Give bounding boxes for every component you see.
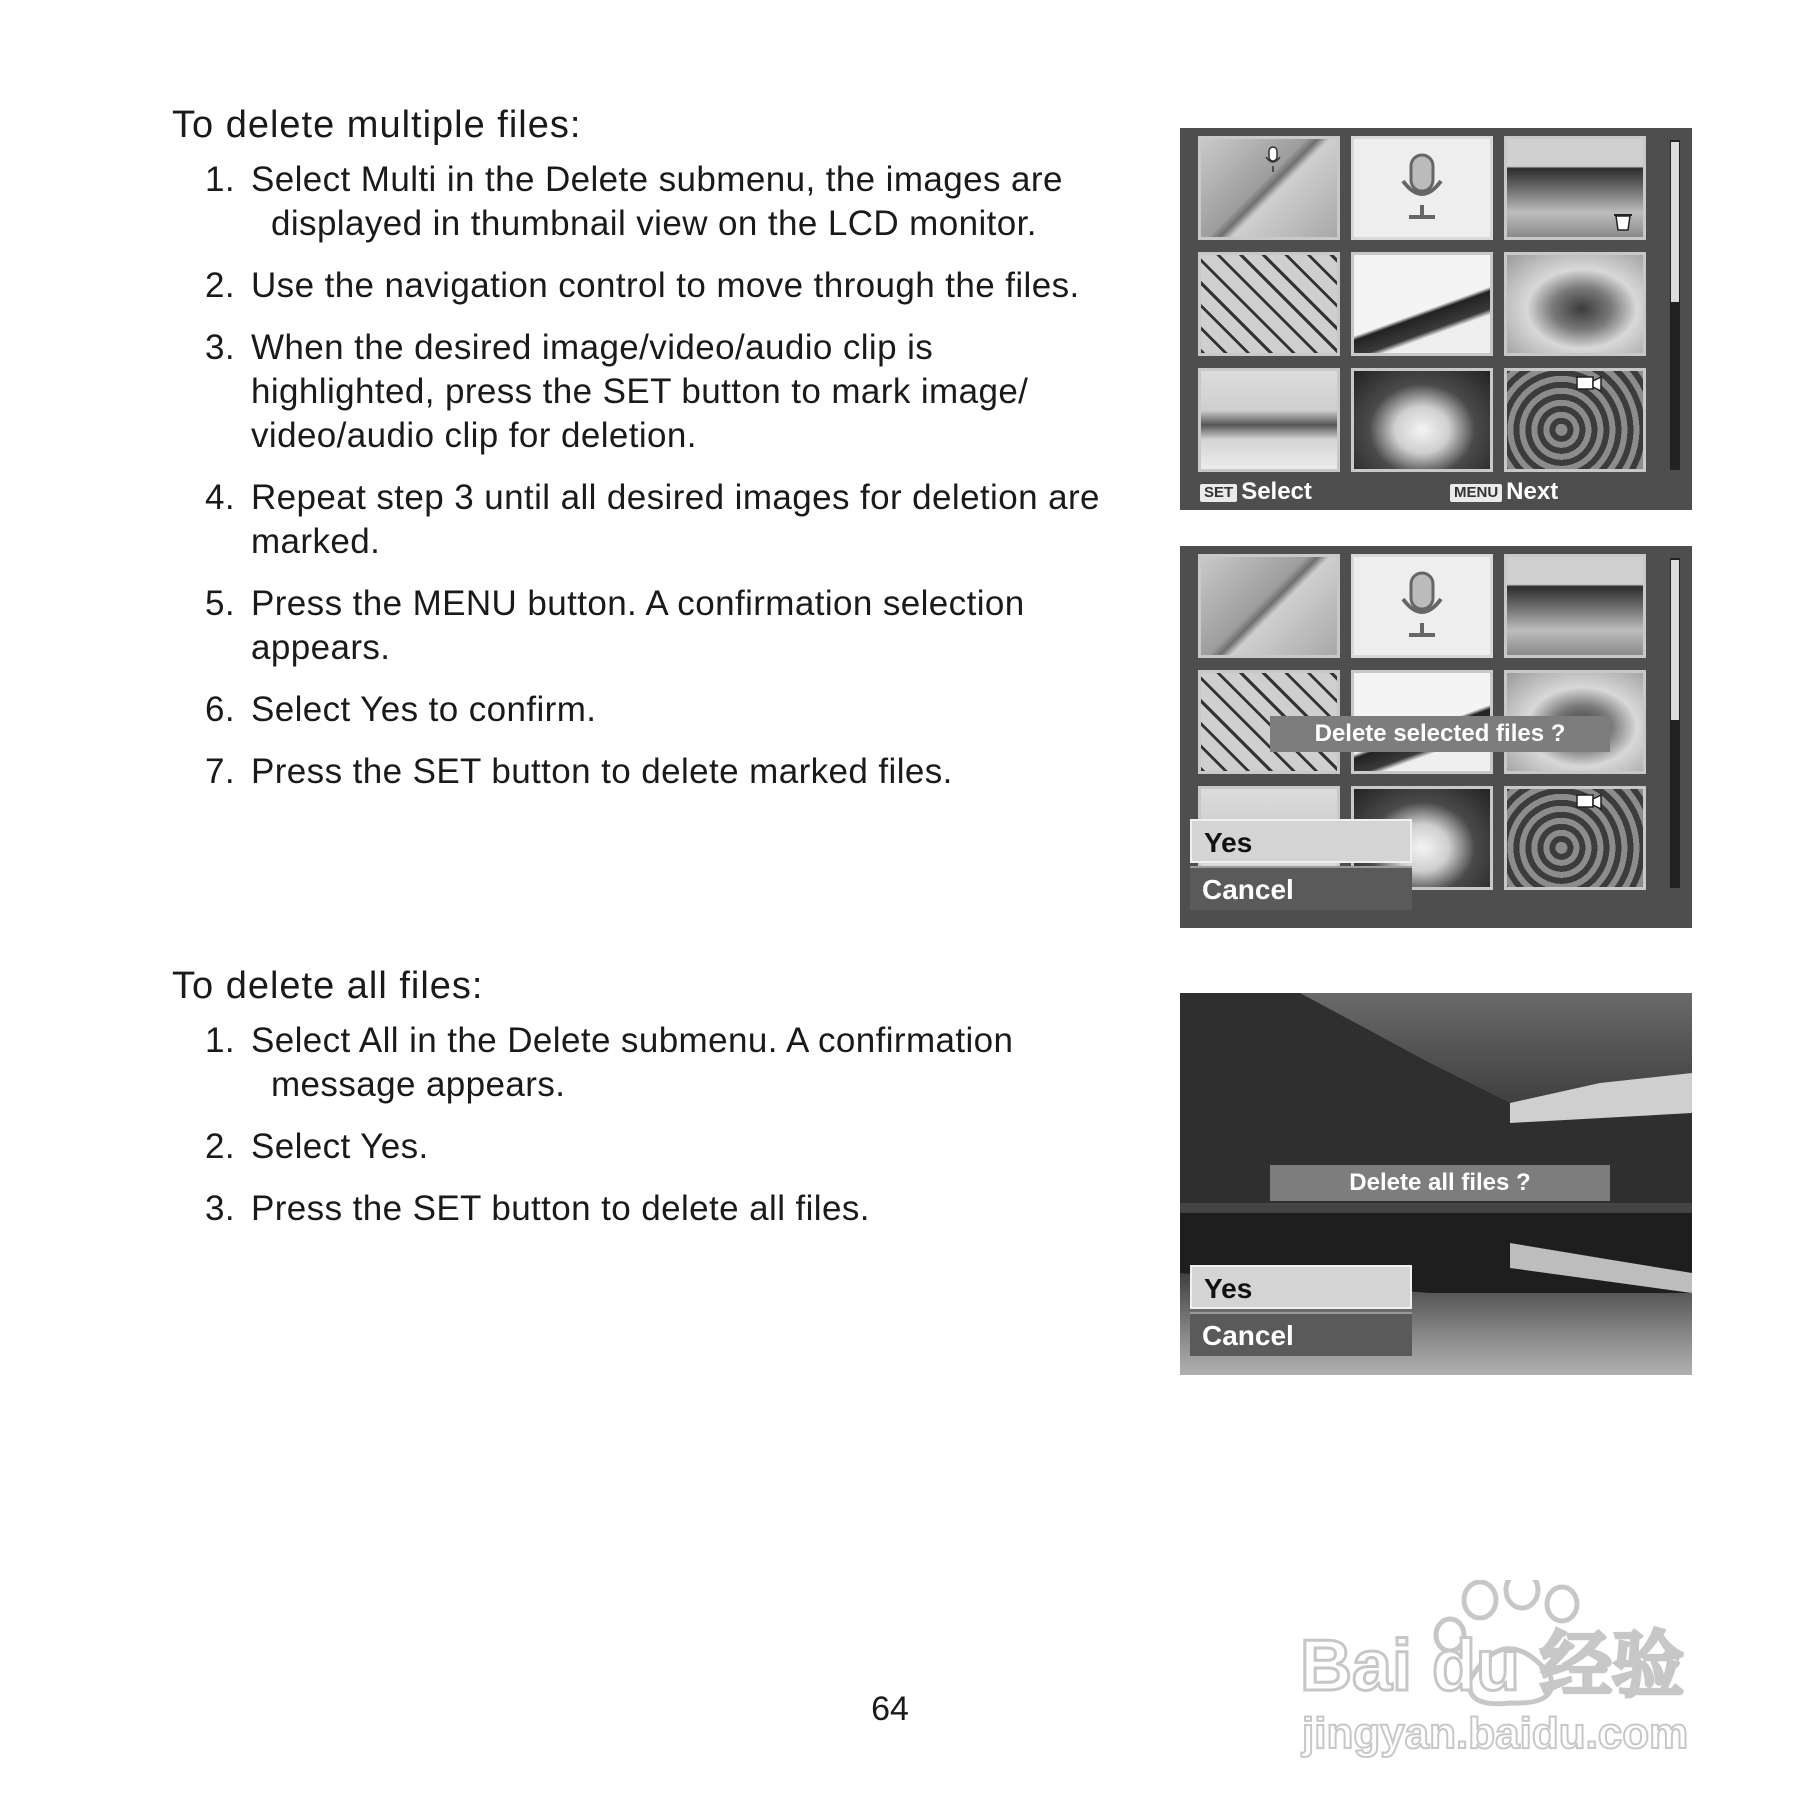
video-camera-icon — [1575, 373, 1603, 395]
video-camera-icon — [1575, 791, 1603, 813]
thumbnail-boat-lake[interactable] — [1504, 136, 1646, 240]
thumbnail-sheep[interactable] — [1504, 368, 1646, 472]
thumbnail-audio-clip — [1351, 554, 1493, 658]
yes-option[interactable]: Yes — [1190, 819, 1412, 863]
thumbnail-bird-branch[interactable] — [1351, 252, 1493, 356]
thumbnail-crossword[interactable] — [1198, 252, 1340, 356]
watermark-brand: Bai du 经验 — [1300, 1626, 1685, 1706]
yes-option[interactable]: Yes — [1190, 1265, 1412, 1309]
list-item: 7. Press the SET button to delete marked files. — [205, 752, 953, 791]
scrollbar-thumb[interactable] — [1671, 560, 1679, 720]
thumbnail-birds-shore[interactable] — [1198, 368, 1340, 472]
steps-delete-multiple — [205, 158, 1125, 812]
microphone-icon — [1263, 145, 1283, 175]
scrollbar-thumb[interactable] — [1671, 142, 1679, 302]
microphone-icon — [1397, 153, 1447, 223]
scrollbar[interactable] — [1670, 558, 1680, 888]
confirm-delete-selected-title: Delete selected files ? — [1270, 716, 1610, 752]
list-item: 2. Use the navigation control to move through the files. — [205, 266, 1080, 305]
list-item: 4. Repeat step 3 until all desired images for deletion are marked. — [205, 478, 1100, 561]
confirm-delete-all-title: Delete all files ? — [1270, 1165, 1610, 1201]
list-item: 5. Press the MENU button. A confirmation selection appears. — [205, 584, 1025, 667]
select-hint: SET Select — [1200, 478, 1312, 505]
list-item: 2. Select Yes. — [205, 1127, 429, 1166]
set-key-icon: SET — [1200, 484, 1237, 502]
page-number: 64 — [871, 1690, 909, 1728]
menu-key-icon: MENU — [1450, 484, 1502, 502]
lcd-screen-thumbnails — [1180, 128, 1692, 510]
thumbnail-dog[interactable] — [1351, 368, 1493, 472]
heading-delete-multiple: To delete multiple files: — [172, 104, 582, 146]
lcd-footer — [1200, 476, 1672, 508]
next-hint: MENU Next — [1450, 476, 1558, 508]
baidu-watermark-logo — [1290, 1580, 1730, 1760]
thumbnail-boat-lake — [1504, 554, 1646, 658]
trash-icon — [1611, 209, 1635, 233]
lcd-screen-delete-all — [1180, 993, 1692, 1375]
list-item: 1. Select Multi in the Delete submenu, the images are displayed in thumbnail view on the LCD monitor. — [205, 160, 1063, 243]
lcd-screen-delete-selected — [1180, 546, 1692, 928]
list-item: 6. Select Yes to confirm. — [205, 690, 597, 729]
thumbnail-sheep — [1504, 786, 1646, 890]
heading-delete-all: To delete all files: — [172, 965, 484, 1007]
cancel-option[interactable]: Cancel — [1190, 1312, 1412, 1356]
scrollbar[interactable] — [1670, 140, 1680, 470]
thumbnail-pencils — [1198, 554, 1340, 658]
list-item: 3. When the desired image/video/audio clip is highlighted, press the SET button to mark image/ video/audio clip for deletion. — [205, 328, 1029, 455]
steps-delete-all — [205, 1019, 1125, 1249]
thumbnail-pencils[interactable] — [1198, 136, 1340, 240]
list-item: 3. Press the SET button to delete all files. — [205, 1189, 870, 1228]
microphone-icon — [1397, 571, 1447, 641]
thumbnail-duck[interactable] — [1504, 252, 1646, 356]
cancel-option[interactable]: Cancel — [1190, 866, 1412, 910]
list-item: 1. Select All in the Delete submenu. A confirmation message appears. — [205, 1021, 1014, 1104]
thumbnail-audio-clip[interactable] — [1351, 136, 1493, 240]
watermark-url: jingyan.baidu.com — [1302, 1709, 1689, 1758]
